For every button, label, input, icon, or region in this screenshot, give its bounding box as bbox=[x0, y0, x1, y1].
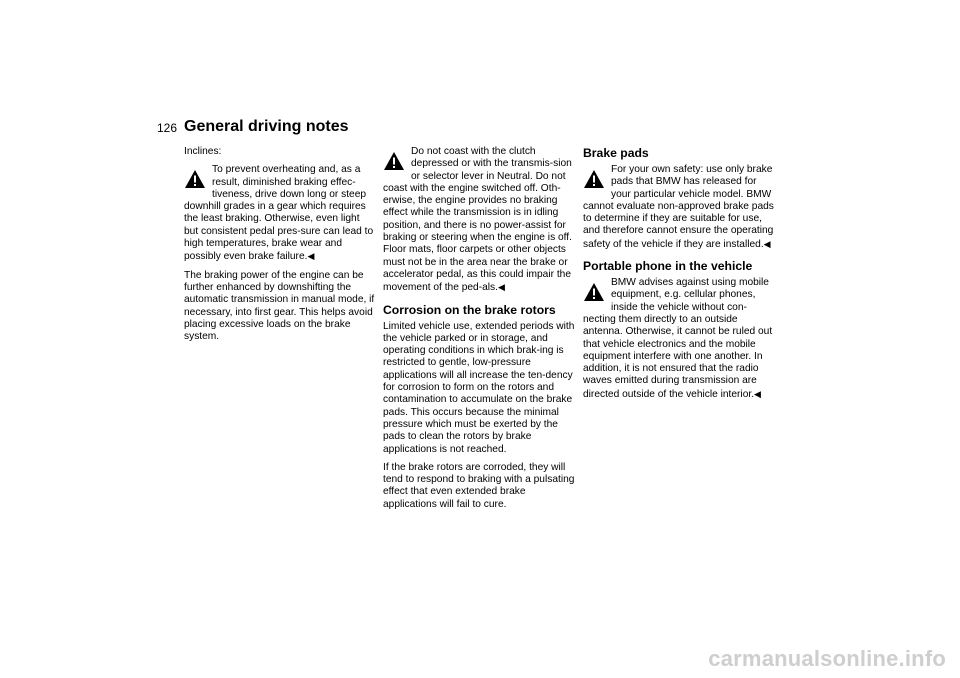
corrosion-paragraph-2: If the brake rotors are corroded, they will tend to respond to braking with a pulsating effect that even extended brake applications will fail to cure. bbox=[383, 461, 575, 510]
section-heading-brake-pads: Brake pads bbox=[583, 146, 649, 160]
warning-triangle-icon bbox=[583, 169, 605, 189]
inclines-label: Inclines: bbox=[184, 146, 222, 157]
engine-braking-paragraph: The braking power of the engine can be further enhanced by downshifting the automatic transmission in manual mode, if necessary, into first gear. This helps avoid placing excessive loads on the brake system. bbox=[184, 269, 375, 343]
warning-text: For your own safety: use only brake pads that BMW has released for your particular vehicle model. BMW cannot evaluate non-approved brake pads to determine if they are suitable for use, and therefore cannot ensure the operating safety of the vehicle if they are installed. bbox=[583, 164, 774, 250]
warning-block-phone bbox=[583, 277, 775, 401]
end-marker: ◀ bbox=[763, 238, 771, 249]
warning-text: Do not coast with the clutch depressed or with the transmis-sion or selector lever in Neutral. Do not coast with the engine switched off. Oth-erwise, the engine provides no braking effect while the transmission is in idling position, and there is no power-assist for braking or steering when the engine is off. bbox=[383, 146, 572, 244]
warning-block-inclines bbox=[184, 164, 376, 263]
watermark[interactable]: carmanualsonline.info bbox=[708, 646, 946, 671]
column-1 bbox=[184, 146, 376, 349]
warning-text: BMW advises against using mobile equipment, e.g. cellular phones, inside the vehicle without con-necting them directly to an outside antenna. Otherwise, it cannot be ruled out that vehicle electronics and the mobile equipment interfere with one another. In addition, it is not ensured that the radio waves emitted during transmission are directed outside of the vehicle interior. bbox=[583, 277, 773, 400]
floor-mats-paragraph: Floor mats, floor carpets or other objects must not be in the area near the brake or accelerator pedal, as this could impair the movement of the ped-als.◀ bbox=[383, 244, 572, 294]
warning-triangle-icon bbox=[383, 151, 405, 171]
warning-text: To prevent overheating and, as a result, diminished braking effec-tiveness, drive down long or steep downhill grades in a gear which requires the least braking. Otherwise, even light but consistent pedal pres-sure can lead to high temperatures, brake wear and possibly even brake failure. bbox=[184, 164, 374, 263]
page-number: 126 bbox=[157, 121, 178, 135]
warning-block-brake-pads bbox=[583, 164, 775, 251]
end-marker: ◀ bbox=[497, 282, 505, 293]
warning-triangle-icon bbox=[583, 282, 605, 302]
section-heading-corrosion: Corrosion on the brake rotors bbox=[383, 302, 556, 317]
column-2 bbox=[383, 146, 575, 517]
warning-triangle-icon bbox=[184, 169, 206, 189]
column-3 bbox=[583, 146, 775, 407]
end-marker: ◀ bbox=[307, 251, 315, 262]
section-heading-portable-phone: Portable phone in the vehicle bbox=[583, 259, 753, 274]
corrosion-paragraph-1: Limited vehicle use, extended periods with the vehicle parked or in storage, and operating conditions in which brak-ing is restricted to gentle, low-pressure applications will all increase the ten-dency for corrosion to form on the rotors and contamination to accumulate on the brake pads. This occurs because the minimal pressure which must be exerted by the pads to clean the rotors by brake applications is not reached. bbox=[383, 320, 575, 455]
end-marker: ◀ bbox=[754, 388, 761, 399]
warning-block-coasting bbox=[383, 146, 575, 244]
page-title: General driving notes bbox=[184, 118, 349, 135]
